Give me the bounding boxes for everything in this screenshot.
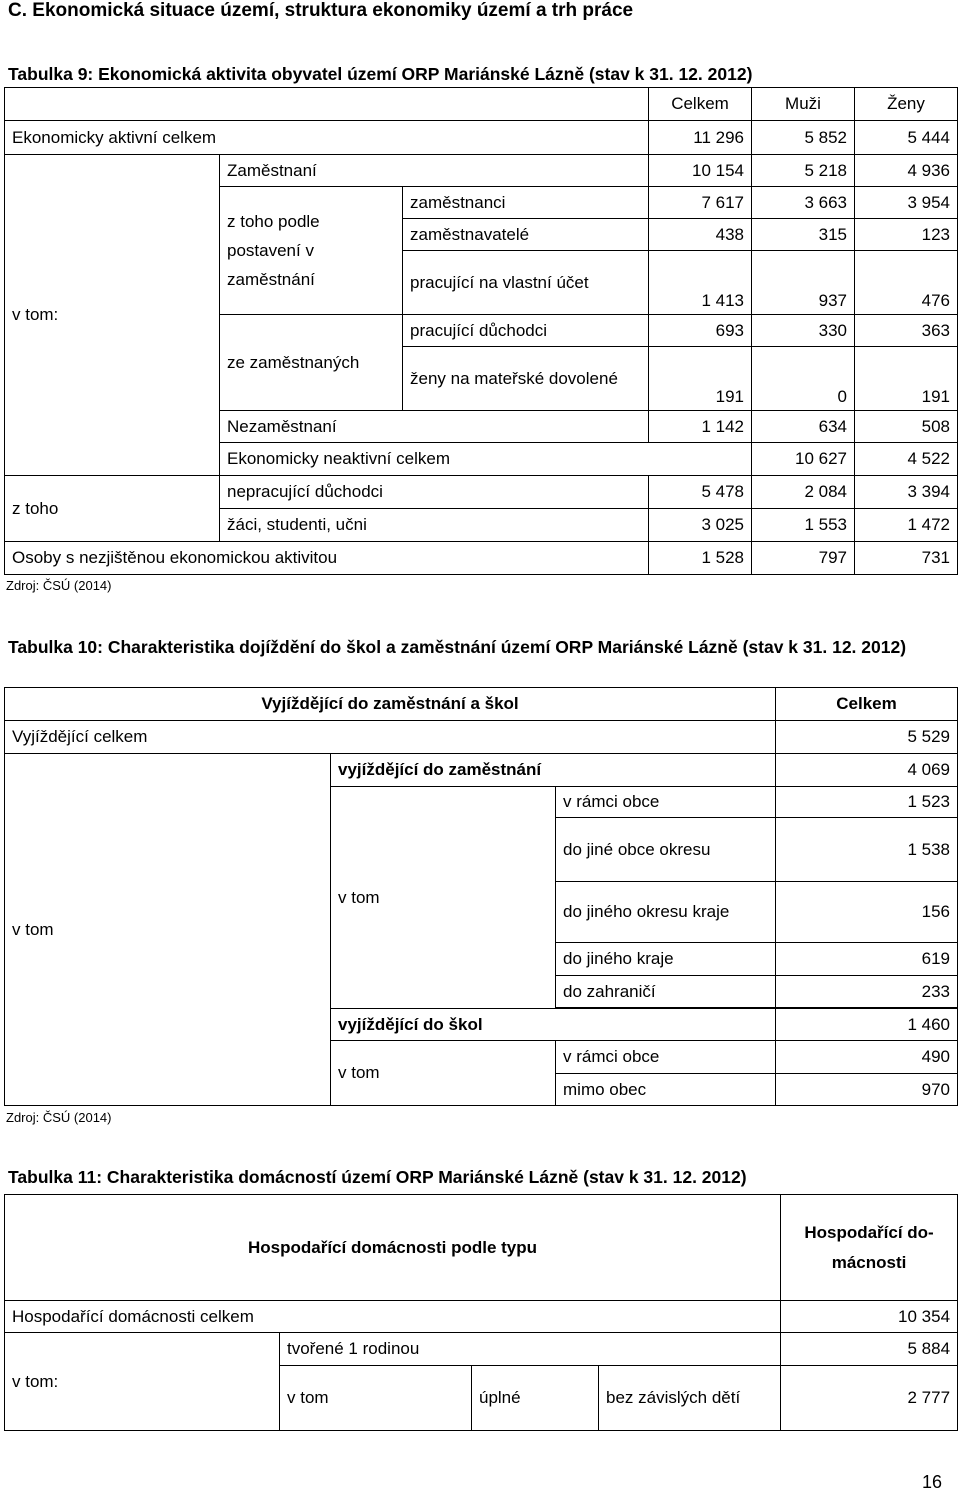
t9-ze-zamestnanych: ze zaměstnaných bbox=[220, 315, 403, 411]
t11-head-label: Hospodařící domácnosti podle typu bbox=[5, 1195, 781, 1301]
table10-source: Zdroj: ČSÚ (2014) bbox=[6, 1110, 112, 1125]
table-row: v tom: tvořené 1 rodinou 5 884 bbox=[5, 1333, 958, 1366]
t11-head-value: Hospodařící do-mácnosti bbox=[781, 1195, 958, 1301]
t9-col-celkem: Celkem bbox=[649, 88, 752, 121]
table-row: do jiného kraje 619 bbox=[5, 943, 958, 976]
table-row: Vyjíždějící celkem 5 529 bbox=[5, 721, 958, 754]
t9-col-muzi: Muži bbox=[752, 88, 855, 121]
t10-vtom3: v tom bbox=[331, 1041, 556, 1106]
t10-head-label: Vyjíždějící do zaměstnání a škol bbox=[5, 688, 776, 721]
table-row: v tom úplné bez závislých dětí 2 777 bbox=[5, 1366, 958, 1431]
table-row: Ekonomicky neaktivní celkem 10 627 4 522 bbox=[5, 443, 958, 476]
table-row: v tom v rámci obce 490 bbox=[5, 1041, 958, 1074]
t9-ztoho: z toho bbox=[5, 476, 220, 542]
table-row: žáci, studenti, učni 3 025 1 553 1 472 bbox=[5, 509, 958, 542]
table-row: v tom vyjíždějící do zaměstnání 4 069 bbox=[5, 754, 958, 787]
table-row: mimo obec 970 bbox=[5, 1074, 958, 1106]
table-row: Hospodařící domácnosti celkem 10 354 bbox=[5, 1301, 958, 1333]
page-number: 16 bbox=[921, 1472, 942, 1492]
table11-caption: Tabulka 11: Charakteristika domácností území ORP Mariánské Lázně (stav k 31. 12. 2012) bbox=[8, 1167, 747, 1187]
table11 bbox=[4, 1194, 958, 1431]
t10-head-celkem: Celkem bbox=[776, 688, 958, 721]
table-row: pracující na vlastní účet 1 413 937 476 bbox=[5, 251, 958, 315]
table10-caption: Tabulka 10: Charakteristika dojíždění do škol a zaměstnání území ORP Mariánské Lázně (stav k 31. 12. 2012) bbox=[8, 637, 907, 657]
table10 bbox=[4, 687, 958, 1106]
t10-vtom: v tom bbox=[5, 754, 331, 1106]
table-row: Nezaměstnaní 1 142 634 508 bbox=[5, 411, 958, 443]
table-row: z toho podle postavení v zaměstnání zaměstnanci 7 617 3 663 3 954 bbox=[5, 187, 958, 219]
table-row: v tom v rámci obce 1 523 bbox=[5, 787, 958, 818]
table9-caption: Tabulka 9: Ekonomická aktivita obyvatel území ORP Mariánské Lázně (stav k 31. 12. 2012) bbox=[8, 64, 753, 84]
table-row: do jiného okresu kraje 156 bbox=[5, 882, 958, 943]
t11-vtom: v tom: bbox=[5, 1333, 280, 1431]
table9 bbox=[4, 87, 958, 575]
section-title: C. Ekonomická situace území, struktura ekonomiky území a trh práce bbox=[8, 0, 634, 21]
table-row: v tom: Zaměstnaní 10 154 5 218 4 936 bbox=[5, 155, 958, 187]
t10-vtom2: v tom bbox=[331, 787, 556, 1009]
table-row: vyjíždějící do škol 1 460 bbox=[5, 1009, 958, 1041]
t9-col-zeny: Ženy bbox=[855, 88, 958, 121]
table-row: ze zaměstnaných pracující důchodci 693 330 363 bbox=[5, 315, 958, 347]
table-row: z toho nepracující důchodci 5 478 2 084 3 394 bbox=[5, 476, 958, 509]
table-row: ženy na mateřské dovolené 191 0 191 bbox=[5, 347, 958, 411]
table9-source: Zdroj: ČSÚ (2014) bbox=[6, 578, 112, 593]
table-row: do jiné obce okresu 1 538 bbox=[5, 818, 958, 882]
table-row: Ekonomicky aktivní celkem 11 296 5 852 5 444 bbox=[5, 121, 958, 155]
table-row: do zahraničí 233 bbox=[5, 976, 958, 1008]
t9-header-blank bbox=[5, 88, 649, 121]
t9-vtom: v tom: bbox=[5, 155, 220, 476]
table-row: Osoby s nezjištěnou ekonomickou aktivitou 1 528 797 731 bbox=[5, 542, 958, 575]
t9-ztoho-podle: z toho podle postavení v zaměstnání bbox=[220, 187, 403, 315]
table-row: zaměstnavatelé 438 315 123 bbox=[5, 219, 958, 251]
